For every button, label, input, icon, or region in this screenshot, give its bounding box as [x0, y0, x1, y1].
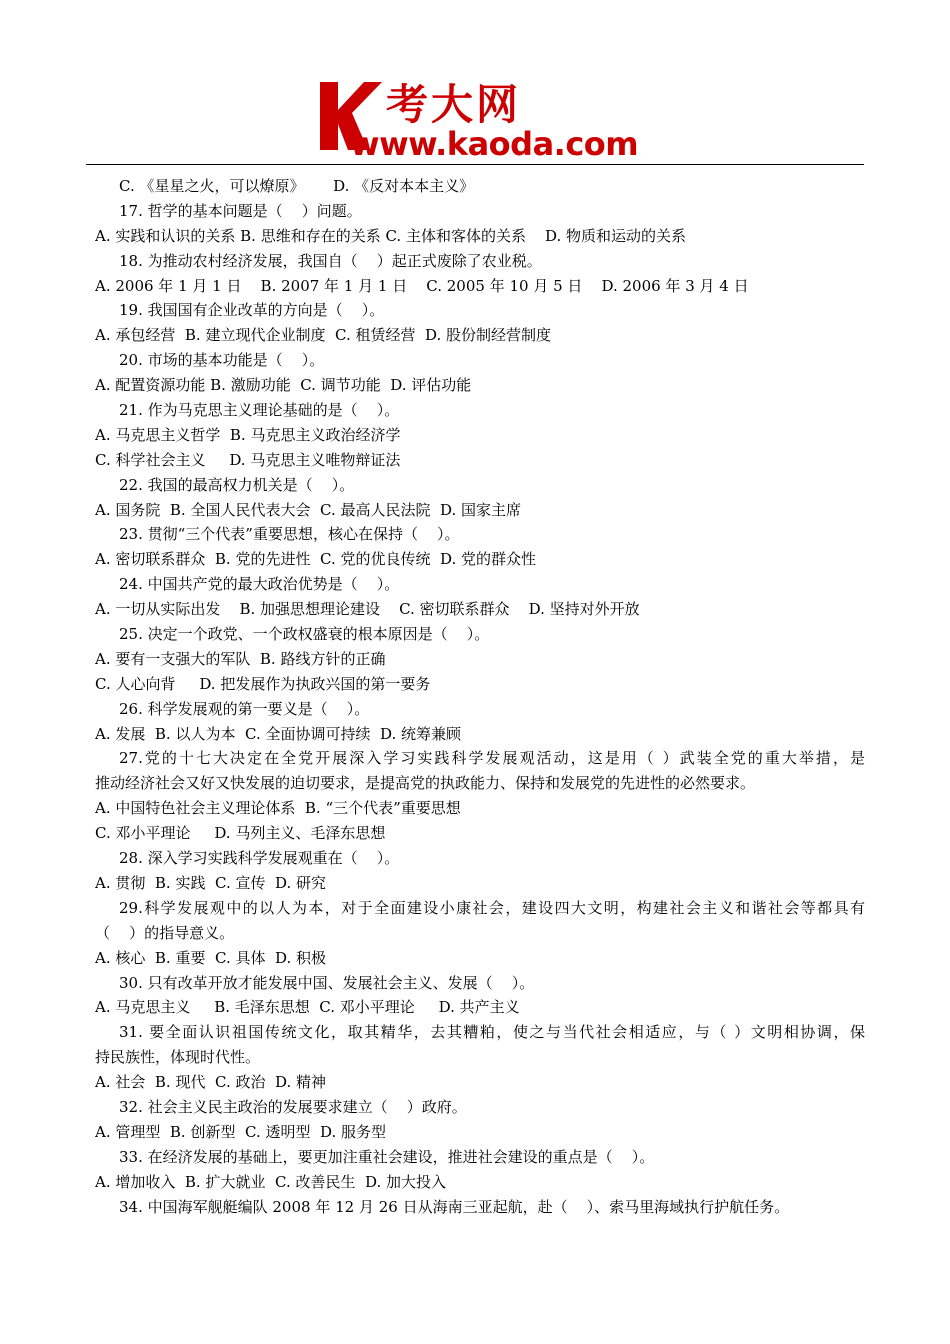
- text-line: A. 承包经营 B. 建立现代企业制度 C. 租赁经营 D. 股份制经营制度: [95, 326, 552, 345]
- text-line: A. 核心 B. 重要 C. 具体 D. 积极: [95, 948, 327, 967]
- text-line: 持民族性，体现时代性。: [95, 1048, 261, 1067]
- text-line: 26. 科学发展观的第一要义是（ ）。: [119, 699, 370, 718]
- text-line: 28. 深入学习实践科学发展观重在（ ）。: [119, 849, 400, 868]
- text-line: 推动经济社会又好又快发展的迫切要求，是提高党的执政能力、保持和发展党的先进性的必然要求。: [95, 774, 756, 793]
- text-line: 17. 哲学的基本问题是（ ）问题。: [119, 201, 362, 220]
- text-line: 19. 我国国有企业改革的方向是（ ）。: [119, 301, 385, 320]
- text-line: A. 中国特色社会主义理论体系 B. “三个代表”重要思想: [95, 799, 461, 818]
- text-line: （ ）的指导意义。: [95, 923, 235, 942]
- text-line: 22. 我国的最高权力机关是（ ）。: [119, 475, 355, 494]
- text-line: 29.科学发展观中的以人为本，对于全面建设小康社会，建设四大文明，构建社会主义和谐社会等都具有: [119, 898, 865, 917]
- text-line: 30. 只有改革开放才能发展中国、发展社会主义、发展（ ）。: [119, 973, 535, 992]
- text-line: A. 要有一支强大的军队 B. 路线方针的正确: [95, 649, 386, 668]
- text-line: A. 实践和认识的关系 B. 思维和存在的关系 C. 主体和客体的关系 D. 物质和运动的关系: [95, 226, 687, 245]
- text-line: 31. 要全面认识祖国传统文化，取其精华，去其糟粕，使之与当代社会相适应，与（ ）文明相协调，保: [119, 1023, 865, 1042]
- header-divider: [86, 164, 864, 165]
- text-line: A. 贯彻 B. 实践 C. 宣传 D. 研究: [95, 873, 327, 892]
- text-line: A. 马克思主义 B. 毛泽东思想 C. 邓小平理论 D. 共产主义: [95, 998, 520, 1017]
- text-line: 18. 为推动农村经济发展，我国自（ ）起正式废除了农业税。: [119, 251, 542, 270]
- text-line: 33. 在经济发展的基础上，要更加注重社会建设，推进社会建设的重点是（ ）。: [119, 1147, 655, 1166]
- text-line: 23. 贯彻“三个代表”重要思想，核心在保持（ ）。: [119, 525, 460, 544]
- text-line: A. 马克思主义哲学 B. 马克思主义政治经济学: [95, 425, 401, 444]
- text-line: A. 社会 B. 现代 C. 政治 D. 精神: [95, 1073, 327, 1092]
- text-line: 34. 中国海军舰艇编队 2008 年 12 月 26 日从海南三亚起航，赴（ ）、索马里海域执行护航任务。: [119, 1197, 790, 1216]
- text-line: A. 管理型 B. 创新型 C. 透明型 D. 服务型: [95, 1122, 387, 1141]
- logo-url[interactable]: www.kaoda.com: [350, 125, 639, 163]
- text-line: C. 《星星之火，可以燎原》 D. 《反对本本主义》: [119, 177, 475, 195]
- text-line: 20. 市场的基本功能是（ ）。: [119, 351, 325, 370]
- text-line: 27.党的十七大决定在全党开展深入学习实践科学发展观活动，这是用（ ）武装全党的重大举措，是: [119, 749, 865, 768]
- text-line: A. 密切联系群众 B. 党的先进性 C. 党的优良传统 D. 党的群众性: [95, 550, 537, 569]
- text-line: A. 2006 年 1 月 1 日 B. 2007 年 1 月 1 日 C. 2005 年 10 月 5 日 D. 2006 年 3 月 4 日: [95, 276, 749, 295]
- text-line: 32. 社会主义民主政治的发展要求建立（ ）政府。: [119, 1097, 467, 1116]
- logo-title: 考大网: [386, 80, 522, 129]
- text-line: A. 发展 B. 以人为本 C. 全面协调可持续 D. 统筹兼顾: [95, 724, 462, 743]
- text-line: C. 人心向背 D. 把发展作为执政兴国的第一要务: [95, 674, 431, 693]
- question-list: [95, 174, 865, 1219]
- text-line: 25. 决定一个政党、一个政权盛衰的根本原因是（ ）。: [119, 625, 490, 644]
- text-line: 21. 作为马克思主义理论基础的是（ ）。: [119, 401, 400, 420]
- text-line: A. 配置资源功能 B. 激励功能 C. 调节功能 D. 评估功能: [95, 376, 472, 395]
- text-line: C. 科学社会主义 D. 马克思主义唯物辩证法: [95, 450, 401, 469]
- text-line: C. 邓小平理论 D. 马列主义、毛泽东思想: [95, 824, 386, 843]
- text-line: A. 一切从实际出发 B. 加强思想理论建设 C. 密切联系群众 D. 坚持对外开放: [95, 600, 640, 619]
- text-line: 24. 中国共产党的最大政治优势是（ ）。: [119, 575, 400, 594]
- page-header: [0, 0, 950, 168]
- text-line: A. 增加收入 B. 扩大就业 C. 改善民生 D. 加大投入: [95, 1172, 447, 1191]
- text-line: A. 国务院 B. 全国人民代表大会 C. 最高人民法院 D. 国家主席: [95, 500, 522, 519]
